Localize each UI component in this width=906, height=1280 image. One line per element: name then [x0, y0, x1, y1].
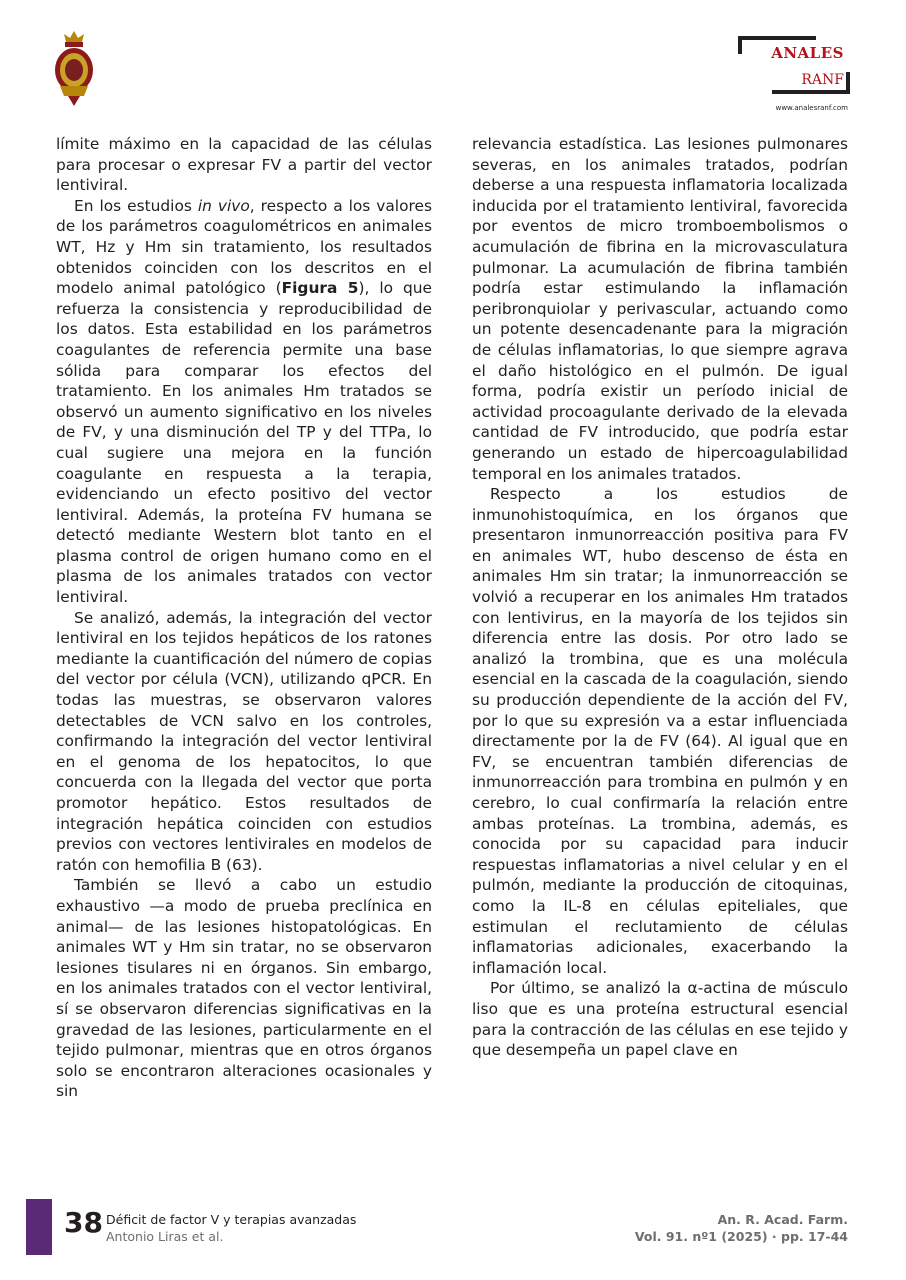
running-authors: Antonio Liras et al.	[106, 1229, 224, 1244]
paragraph-histopathology: También se llevó a cabo un estudio exhaustivo —a modo de prueba preclínica en animal— de las lesiones histopatológicas. En animales WT y Hm sin tratar, no se observaron lesiones tisulares ni en órganos. Sin embargo, en los animales tratados con el vector lentiviral, sí se observaron diferencias significativas en la gravedad de las lesiones, particularmente en el tejido pulmonar, mientras que en otros órganos solo se encontraron alteraciones ocasionales y sin	[56, 876, 432, 1101]
paragraph-continued: límite máximo en la capacidad de las células para procesar o expresar FV a partir del vector lentiviral.	[56, 135, 432, 195]
right-text-column	[472, 134, 848, 1061]
paragraph-continued: relevancia estadística. Las lesiones pulmonares severas, en los animales tratados, podrían deberse a una respuesta inflamatoria localizada inducida por el tratamiento lentiviral, favorecida por eventos de micro tromboembolismos o acumulación de fibrina en la microvasculatura pulmonar. La acumulación de fibrina también podría estar estimulando la inflamación peribronquiolar y perivascular, actuando como un potente desencadenante para la migración de células inflamatorias, lo que siempre agrava el daño histológico en el pulmón. De igual forma, podría existir un período inicial de actividad procoagulante derivado de la elevada cantidad de FV introducido, que podría estar generando un estado de hipercoagulabilidad temporal en los animales tratados.	[472, 135, 848, 483]
paragraph-in-vivo	[56, 196, 432, 608]
paragraph-alpha-actin: Por último, se analizó la α-actina de músculo liso que es una proteína estructural esencial para la contracción de las células en ese tejido y que desempeña un papel clave en	[472, 979, 848, 1060]
paragraph-integration: Se analizó, además, la integración del vector lentiviral en los tejidos hepáticos de los ratones mediante la cuantificación del número de copias del vector por célula (VCN), utilizando qPCR. En todas las muestras, se observaron valores detectables de VCN salvo en los controles, confirmando la integración del vector lentiviral en el genoma de los hepatocitos, lo que concuerda con la llegada del vector que porta promotor hepático. Estos resultados de integración hepática coinciden con estudios previos con vectores lentivirales en modelos de ratón con hemofilia B (63).	[56, 608, 432, 874]
logo-ranf-text: RANF	[801, 72, 844, 88]
paragraph-immunohistochemistry: Respecto a los estudios de inmunohistoquímica, en los órganos que presentaron inmunorreacción positiva para FV en animales WT, hubo descenso de ésta en animales Hm sin tratar; la inmunorreacción se volvió a recuperar en los animales Hm tratados con lentivirus, en la mayoría de los tejidos sin diferencia entre las dosis. Por otro lado se analizó la trombina, que es una molécula esencial en la cascada de la coagulación, siendo su producción dependiente de la acción del FV, por lo que su expresión va a estar influenciada directamente por la de FV (64). Al igual que en FV, se encuentran también diferencias de inmunorreacción para trombina en pulmón y en cerebro, lo cual confirmaría la relación entre ambas proteínas. La trombina, además, es conocida por su capacidad para inducir respuestas inflamatorias a nivel celular y en el pulmón, mediante la producción de citoquinas, como la IL-8 en células epiteliales, que estimulan el reclutamiento de células inflamatorias adicionales, exacerbando la inflamación local.	[472, 485, 848, 977]
journal-volume: Vol. 91. nº1 (2025) · pp. 17-44	[634, 1229, 848, 1244]
journal-name: An. R. Acad. Farm.	[717, 1212, 848, 1227]
figure-reference: Figura 5	[281, 279, 359, 298]
footer-accent-bar	[26, 1199, 52, 1255]
logo-anales-text: ANALES	[771, 44, 844, 62]
academy-crest-logo	[52, 30, 96, 108]
anales-ranf-logo	[730, 36, 850, 118]
text-run: En los estudios	[74, 196, 198, 215]
text-run: , respecto a los valores de los parámetros coagulométricos en animales WT, Hz y Hm sin tratamiento, los resultados obtenidos coinciden con los descritos en el modelo animal patológico (	[56, 196, 432, 298]
italic-text: in vivo	[197, 196, 250, 215]
text-run: ), lo que refuerza la consistencia y reproducibilidad de los datos. Esta estabilidad en los parámetros coagulantes de referencia permite una base sólida para comparar los efectos del tratamiento. En los animales Hm tratados se observó un aumento significativo en los niveles de FV, y una disminución del TP y del TTPa, lo cual sugiere una mejora en la función coagulante en respuesta a la terapia, evidenciando un efecto positivo del vector lentiviral. Además, la proteína FV humana se detectó mediante Western blot tanto en el plasma control de origen humano como en el plasma de los animales tratados con vector lentiviral.	[56, 279, 433, 607]
running-title: Déficit de factor V y terapias avanzadas	[106, 1212, 357, 1227]
logo-url: www.analesranf.com	[775, 104, 848, 112]
left-text-column	[56, 134, 432, 1102]
page-number: 38	[64, 1206, 103, 1239]
